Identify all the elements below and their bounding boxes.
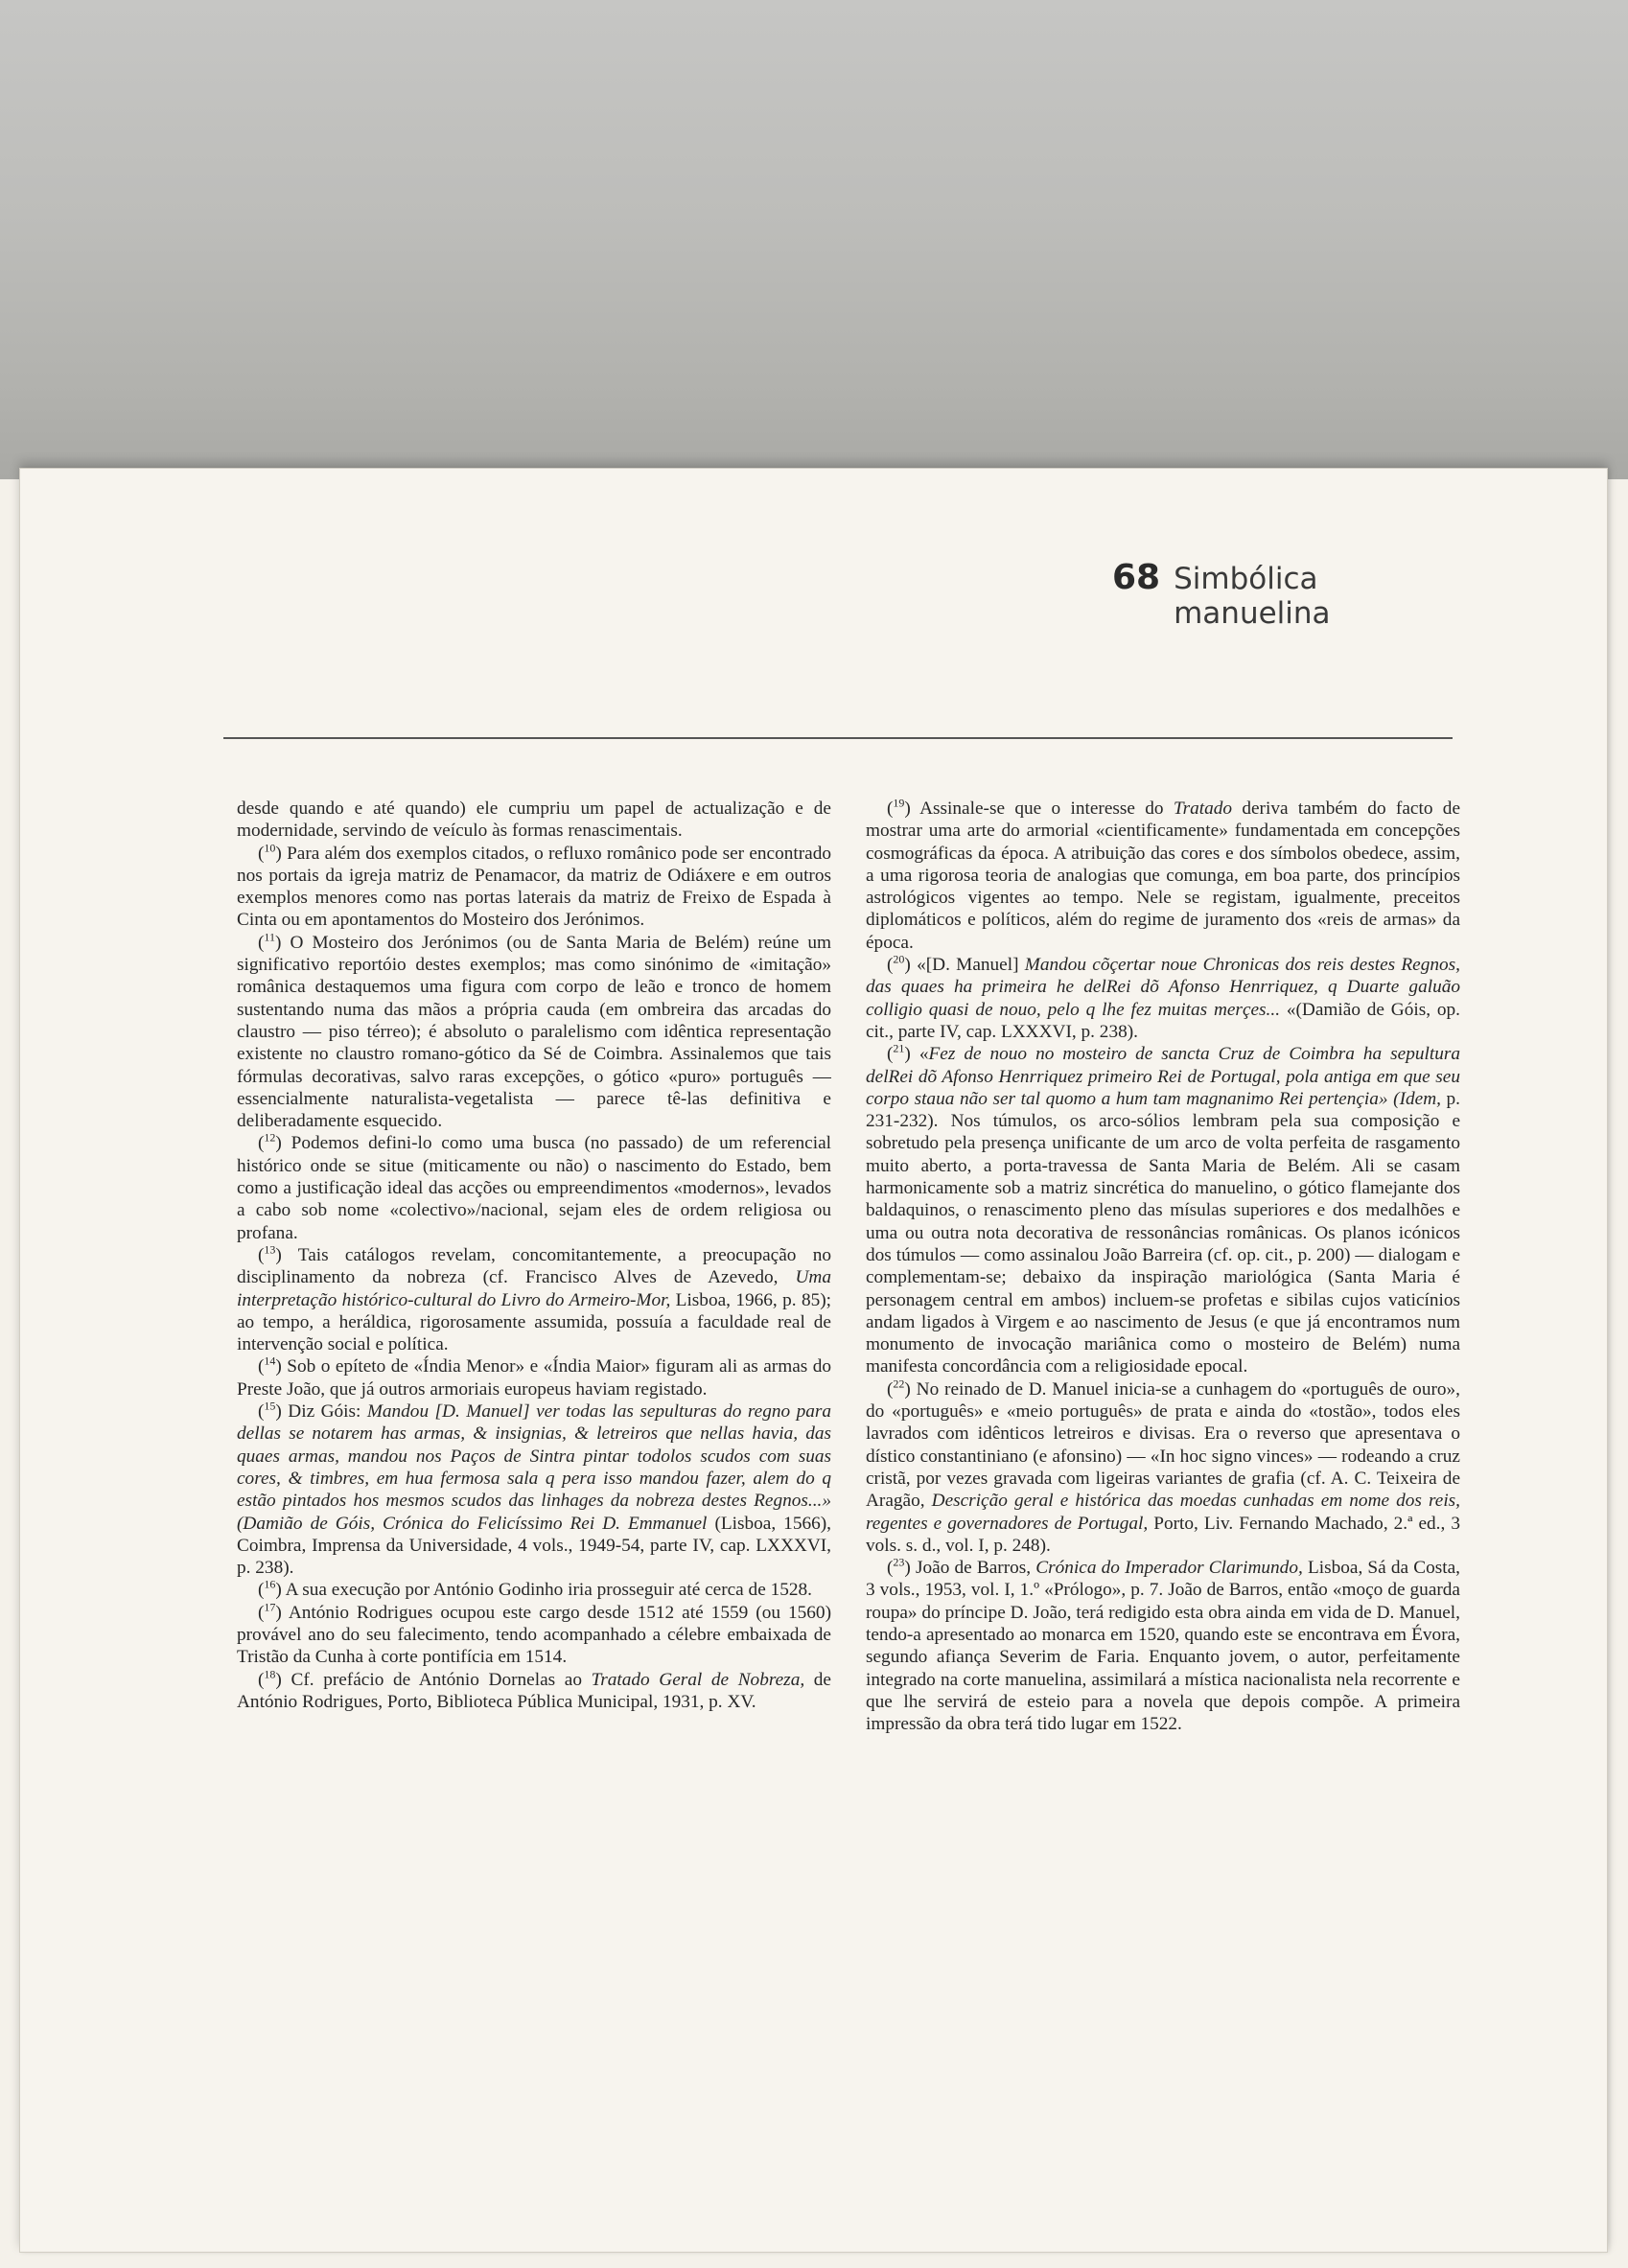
running-title: Simbólica manuelina <box>1174 562 1331 631</box>
notes-column-left <box>237 798 831 2063</box>
footnote-number: ($^{12}$) <box>258 1131 291 1154</box>
scan-background <box>0 0 1628 479</box>
footnote-italic: Tratado Geral de Nobreza, <box>591 1669 805 1690</box>
footnote-text: Assinale-se que o interesse do <box>919 798 1174 819</box>
footnote <box>866 1378 1460 1557</box>
footnote <box>866 1043 1460 1377</box>
footnote-text-after: deriva também do facto de mostrar uma arte do armorial «cientificamente» fundamentada em concepções cosmográficas da época. A atribuição das cores e dos símbolos obedece, assim, a uma rigorosa teoria de analogias que comunga, em boa parte, dos princípios astrológicos vigentes ao tempo. Nele se registam, igualmente, preceitos diplomáticos e políticos, além do regime de juramento dos «reis de armas» da época. <box>866 798 1460 953</box>
footnote-text-after: Porto, Liv. Fernando Machado, 2.ª ed., 3 vols. s. d., vol. I, p. 248). <box>866 1513 1460 1556</box>
footnote-number: ($^{15}$) <box>258 1399 289 1423</box>
running-header <box>1112 558 1457 631</box>
footnote-number: ($^{22}$) <box>887 1377 917 1400</box>
footnote <box>237 1400 831 1579</box>
footnote-text: « <box>919 1044 929 1065</box>
footnote-number: ($^{23}$) <box>887 1555 917 1579</box>
footnote-text: Diz Góis: <box>288 1401 367 1423</box>
footnote-text: Sob o epíteto de «Índia Menor» e «Índia Maior» figuram ali as armas do Preste João, que já outros armoriais europeus haviam registado. <box>237 1356 831 1400</box>
footnote-italic: Mandou cõçertar noue Chronicas dos reis destes Regnos, das quaes ha primeira he delRei dõ Afonso Henrriquez, q Duarte galuão colligio quasi de nouo, pelo q lhe fez muitas merçes... <box>866 955 1460 1020</box>
footnote-text-after: (Lisboa, 1566), Coimbra, Imprensa da Universidade, 4 vols., 1949-54, parte IV, cap. LXXXVI, p. 238). <box>237 1513 831 1579</box>
footnote-text: No reinado de D. Manuel inicia-se a cunhagem do «português de ouro», do «português» e «meio português» de prata e ainda do «tostão», todos eles lavrados com idênticos letreiros e divisas. Era o reverso que apresentava o dístico constantiniano (e afonsino) — «In hoc signo vinces» — rodeando a cruz cristã, por vezes gravada com ligeiras variantes de grafia (cf. A. C. Teixeira de Aragão, <box>866 1378 1460 1512</box>
footnote <box>866 954 1460 1043</box>
footnote-number: ($^{16}$) <box>258 1577 286 1601</box>
footnote-italic: Fez de nouo no mosteiro de sancta Cruz de Coimbra ha sepultura delRei dõ Afonso Henrriquez primeiro Rei de Portugal, pola antiga em que seu corpo staua não ser tal quomo a hum tam magnanimo Rei pertençia» (Idem, <box>866 1044 1460 1109</box>
footnote-text-after: de António Rodrigues, Porto, Biblioteca Pública Municipal, 1931, p. XV. <box>237 1669 831 1712</box>
footnote <box>866 798 1460 954</box>
footnote <box>237 1132 831 1243</box>
footnote-text-after: Lisboa, 1966, p. 85); ao tempo, a heráldica, rigorosamente assumida, possuía a faculdade real de intervenção social e política. <box>237 1289 831 1355</box>
footnote-italic: Mandou [D. Manuel] ver todas las sepulturas do regno para dellas se notarem has armas, & insignias, & letreiros que nellas havia, das quaes armas, mandou nos Paços de Sintra pintar todolos scudos com suas cores, & timbres, em hua fermosa sala q pera isso mandou fazer, alem do q estão pintados hos mesmos scudos das linhages da nobreza destes Regnos...» (Damião de Góis, Crónica do Felicíssimo Rei D. Emmanuel <box>237 1401 831 1534</box>
footnote-text: João de Barros, <box>916 1558 1036 1579</box>
footnote-number: ($^{17}$) <box>258 1600 289 1623</box>
footnote <box>237 1355 831 1400</box>
footnote-text: Para além dos exemplos citados, o refluxo românico pode ser encontrado nos portais da igreja matriz de Penamacor, da matriz de Odiáxere e em outros exemplos menores como nas portas laterais da matriz de Freixo de Espada à Cinta ou em apontamentos do Mosteiro dos Jerónimos. <box>237 843 831 931</box>
footnote <box>237 843 831 932</box>
footnote-text: A sua execução por António Godinho iria prosseguir até cerca de 1528. <box>285 1580 812 1601</box>
footnote-text: Cf. prefácio de António Dornelas ao <box>291 1669 592 1690</box>
footnote-number: ($^{18}$) <box>258 1667 291 1690</box>
footnote-italic: Descrição geral e histórica das moedas cunhadas em nome dos reis, regentes e governadores de Portugal, <box>866 1491 1460 1534</box>
footnote-italic: Tratado <box>1173 798 1233 819</box>
footnote-text-after: «(Damião de Góis, op. cit., parte IV, cap. LXXXVI, p. 238). <box>866 999 1460 1042</box>
footnote-number: ($^{21}$) <box>887 1041 919 1065</box>
footnote-number: ($^{20}$) <box>887 952 918 976</box>
footnote <box>237 1602 831 1669</box>
footnote <box>237 932 831 1133</box>
footnote-italic: Uma interpretação histórico-cultural do Livro do Armeiro-Mor, <box>237 1267 831 1310</box>
footnote-number: ($^{11}$) <box>258 930 291 953</box>
footnote-text: António Rodrigues ocupou este cargo desde 1512 até 1559 (ou 1560) provável ano do seu falecimento, tendo acompanhado a célebre embaixada de Tristão da Cunha à corte pontifícia em 1514. <box>237 1602 831 1668</box>
header-rule <box>223 737 1453 739</box>
footnote-number: ($^{19}$) <box>887 798 920 819</box>
footnote-text-after: p. 231-232). Nos túmulos, os arco-sólios lembram pela sua composição e sobretudo pela presença unificante de um arco de volta perfeita de rasgamento muito aberto, a porta-travessa de Santa Maria de Belém. Ali se casam harmonicamente sob a matriz sincrética do manuelino, o gótico flamejante dos baldaquinos, o renascimento pleno das mísulas superiores e dos medalhões e uma ou outra nota decorativa de ressonâncias românicas. Os planos icónicos dos túmulos — como assinalou João Barreira (cf. op. cit., p. 200) — dialogam e complementam-se; debaixo da inspiração mariológica (Santa Maria é personagem central em ambos) incluem-se profetas e sibilas cujos vaticínios andam ligados à Virgem e ao nascimento de Jesus (e que já encontramos num monumento de invocação mariânica como o mosteiro de Belém) numa manifesta concordância com a religiosidade epocal. <box>866 1088 1460 1377</box>
footnote <box>237 1244 831 1355</box>
footnote-text: Podemos defini-lo como uma busca (no passado) de um referencial histórico onde se situe (miticamente ou não) o nascimento do Estado, bem como a justificação ideal das acções ou empreendimentos «modernos», levados a cabo sob nome «colectivo»/nacional, sejam eles de ordem religiosa ou profana. <box>237 1133 831 1243</box>
notes-column-right <box>866 798 1460 2063</box>
footnote <box>237 1579 831 1601</box>
footnote <box>237 798 831 843</box>
footnote-text: Tais catálogos revelam, concomitantemente, a preocupação no disciplinamento da nobreza (cf. Francisco Alves de Azevedo, <box>237 1244 831 1288</box>
footnote-text: «[D. Manuel] <box>917 955 1025 976</box>
footnote <box>866 1557 1460 1735</box>
footnote-number: ($^{13}$) <box>258 1242 298 1265</box>
footnote-italic: Crónica do Imperador Clarimundo, <box>1035 1558 1303 1579</box>
footnote-number: ($^{14}$) <box>258 1354 288 1377</box>
page-number: 68 <box>1112 558 1161 597</box>
footnote-text: O Mosteiro dos Jerónimos (ou de Santa Maria de Belém) reúne um significativo reportóio destes exemplos; mas como sinónimo de «imitação» românica destaquemos uma figura com corpo de leão e tronco de homem sustentando numa das mãos a própria cauda (em ombreira das arcadas do claustro — piso térreo); é absoluto o paralelismo com idêntica representação existente no claustro romano-gótico da Sé de Coimbra. Assinalemos que tais fórmulas decorativas, salvo raras excepções, o gótico «puro» português — essencialmente naturalista-vegetalista — parece tê-las definitiva e deliberadamente esquecido. <box>237 932 831 1132</box>
footnote-text-after: Lisboa, Sá da Costa, 3 vols., 1953, vol. I, 1.º «Prólogo», p. 7. João de Barros, então «moço de guarda roupa» do príncipe D. João, terá redigido esta obra ainda em vida de D. Manuel, tendo-a apresentado ao monarca em 1520, quando este se encontrava em Évora, segundo afiança Severim de Faria. Enquanto jovem, o autor, perfeitamente integrado na corte manuelina, assimilará a mística nacionalista nela recorrente e que lhe servirá de esteio para a novela que depois compõe. A primeira impressão da obra terá tido lugar em 1522. <box>866 1558 1460 1735</box>
footnote-number: ($^{10}$) <box>258 841 288 864</box>
footnote <box>237 1669 831 1714</box>
footnote-text: desde quando e até quando) ele cumpriu um papel de actualização e de modernidade, servindo de veículo às formas renascimentais. <box>237 798 831 842</box>
